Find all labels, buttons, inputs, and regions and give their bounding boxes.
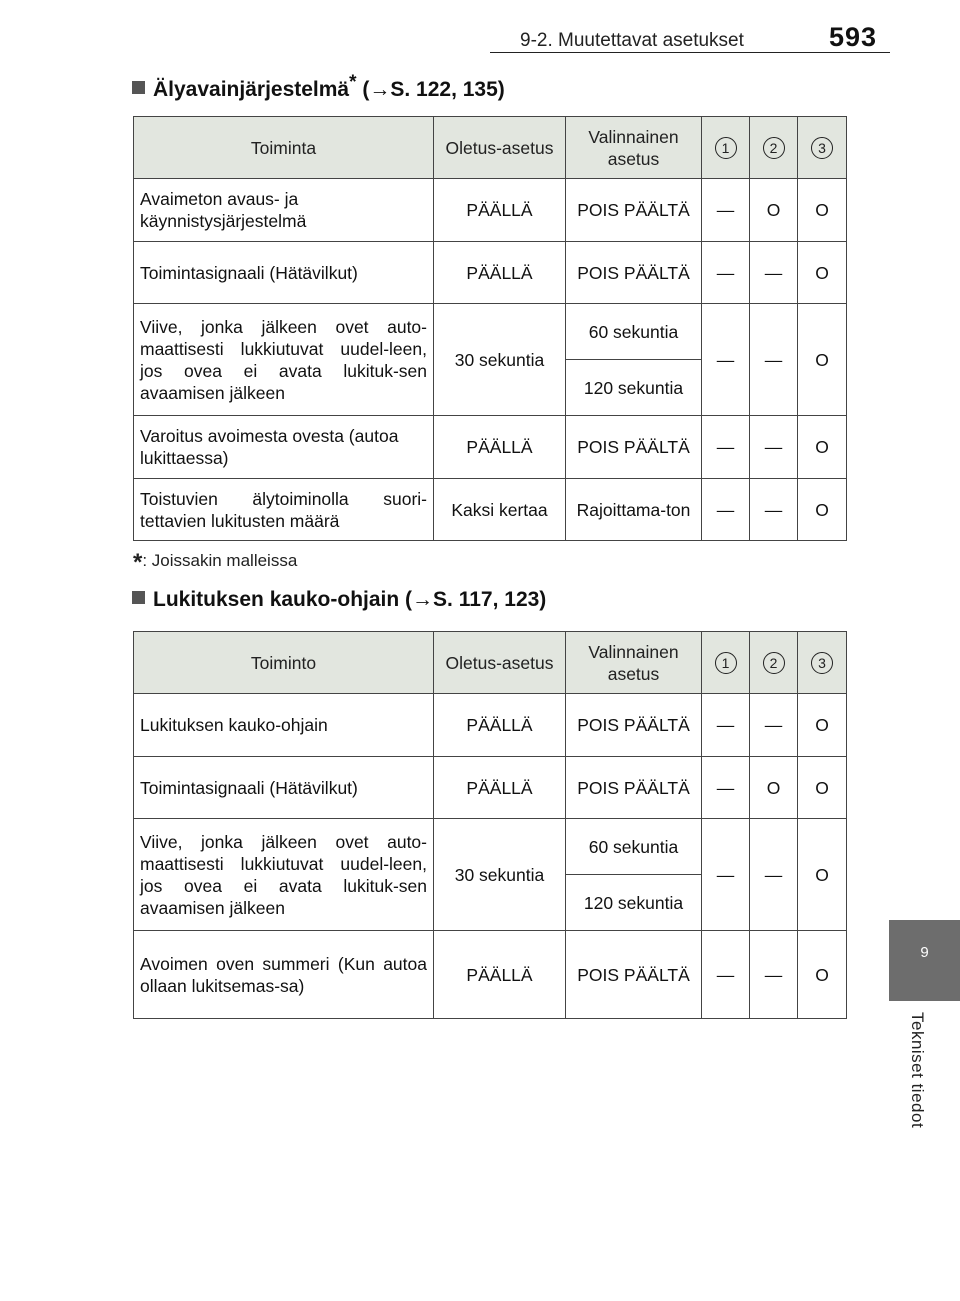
option-cell: 60 sekuntia [566,819,702,875]
method-3-cell: O [798,304,847,416]
header-rule [490,52,890,53]
column-header-method-3 [798,632,847,694]
default-cell: PÄÄLLÄ [434,757,566,819]
section-reference: (→S. 122, 135) [356,78,505,101]
footnote [133,549,297,577]
remote-control-settings-table [133,631,847,1019]
method-1-cell: — [702,304,750,416]
method-1-cell: — [702,931,750,1019]
footnote-text: : Joissakin malleissa [142,551,298,570]
method-3-cell: O [798,819,847,931]
function-cell: Toimintasignaali (Hätävilkut) [134,242,434,304]
table-header-row [134,117,847,179]
section-title: Älyavainjärjestelmä [153,78,350,101]
circled-number-3-icon: 3 [811,652,833,674]
circled-number-3-icon: 3 [811,137,833,159]
option-cell: POIS PÄÄLTÄ [566,416,702,479]
method-1-cell: — [702,416,750,479]
table-row [134,179,847,242]
section-reference: (→S. 117, 123) [399,588,547,611]
footnote-marker: * [349,72,357,93]
column-header-option: Valinnainen asetus [566,117,702,179]
method-2-cell: — [750,242,798,304]
method-1-cell: — [702,179,750,242]
section-heading-remote [132,588,546,612]
method-1-cell: — [702,479,750,541]
column-header-method-2 [750,117,798,179]
default-cell: PÄÄLLÄ [434,179,566,242]
column-header-option: Valinnainen asetus [566,632,702,694]
method-3-cell: O [798,179,847,242]
function-cell: Lukituksen kauko-ohjain [134,694,434,757]
column-header-method-3 [798,117,847,179]
circled-number-1-icon: 1 [715,652,737,674]
option-cell: 120 sekuntia [566,360,702,416]
circled-number-2-icon: 2 [763,652,785,674]
circled-number-2-icon: 2 [763,137,785,159]
method-2-cell: O [750,179,798,242]
option-cell: POIS PÄÄLTÄ [566,931,702,1019]
option-cell: Rajoittama-ton [566,479,702,541]
chapter-title: Tekniset tiedot [908,1012,927,1129]
square-bullet-icon [132,81,145,94]
method-3-cell: O [798,242,847,304]
option-cell: 120 sekuntia [566,875,702,931]
method-3-cell: O [798,757,847,819]
default-cell: PÄÄLLÄ [434,416,566,479]
default-cell: 30 sekuntia [434,304,566,416]
method-1-cell: — [702,242,750,304]
table-row [134,304,847,360]
column-header-method-2 [750,632,798,694]
default-cell: Kaksi kertaa [434,479,566,541]
square-bullet-icon [132,591,145,604]
column-header-method-1 [702,632,750,694]
option-cell: POIS PÄÄLTÄ [566,757,702,819]
page-number: 593 [829,22,878,52]
table-row [134,479,847,541]
footnote-star: * [133,549,143,576]
function-cell: Avoimen oven summeri (Kun autoa ollaan lukitsemas-sa) [134,931,434,1019]
smart-key-settings-table [133,116,847,541]
method-2-cell: — [750,479,798,541]
method-3-cell: O [798,931,847,1019]
table-row [134,242,847,304]
table-row [134,819,847,875]
method-2-cell: — [750,304,798,416]
method-3-cell: O [798,416,847,479]
column-header-default: Oletus-asetus [434,632,566,694]
column-header-function: Toiminta [134,117,434,179]
function-cell: Toistuvien älytoiminolla suori-tettavien lukitusten määrä [134,479,434,541]
chapter-number: 9 [920,944,929,961]
column-header-function: Toiminto [134,632,434,694]
table-header-row [134,632,847,694]
running-head: 9-2. Muutettavat asetukset [520,30,744,51]
function-cell: Viive, jonka jälkeen ovet auto-maattisesti lukkiutuvat uudel-leen, jos ovea ei avata lukituk-sen avaamisen jälkeen [134,304,434,416]
method-1-cell: — [702,757,750,819]
method-2-cell: — [750,819,798,931]
default-cell: PÄÄLLÄ [434,931,566,1019]
table-row [134,931,847,1019]
method-1-cell: — [702,819,750,931]
default-cell: 30 sekuntia [434,819,566,931]
method-2-cell: O [750,757,798,819]
method-2-cell: — [750,931,798,1019]
section-title: Lukituksen kauko-ohjain [153,588,400,611]
default-cell: PÄÄLLÄ [434,694,566,757]
column-header-method-1 [702,117,750,179]
method-1-cell: — [702,694,750,757]
method-3-cell: O [798,479,847,541]
function-cell: Viive, jonka jälkeen ovet auto-maattisesti lukkiutuvat uudel-leen, jos ovea ei avata lukituk-sen avaamisen jälkeen [134,819,434,931]
table-row [134,757,847,819]
option-cell: POIS PÄÄLTÄ [566,242,702,304]
option-cell: 60 sekuntia [566,304,702,360]
function-cell: Avaimeton avaus- ja käynnistysjärjestelmä [134,179,434,242]
method-2-cell: — [750,694,798,757]
default-cell: PÄÄLLÄ [434,242,566,304]
circled-number-1-icon: 1 [715,137,737,159]
function-cell: Toimintasignaali (Hätävilkut) [134,757,434,819]
function-cell: Varoitus avoimesta ovesta (autoa lukittaessa) [134,416,434,479]
table-row [134,416,847,479]
chapter-tab [889,920,960,1001]
method-3-cell: O [798,694,847,757]
column-header-default: Oletus-asetus [434,117,566,179]
method-2-cell: — [750,416,798,479]
option-cell: POIS PÄÄLTÄ [566,694,702,757]
section-heading-smart-key [132,72,505,102]
option-cell: POIS PÄÄLTÄ [566,179,702,242]
table-row [134,694,847,757]
